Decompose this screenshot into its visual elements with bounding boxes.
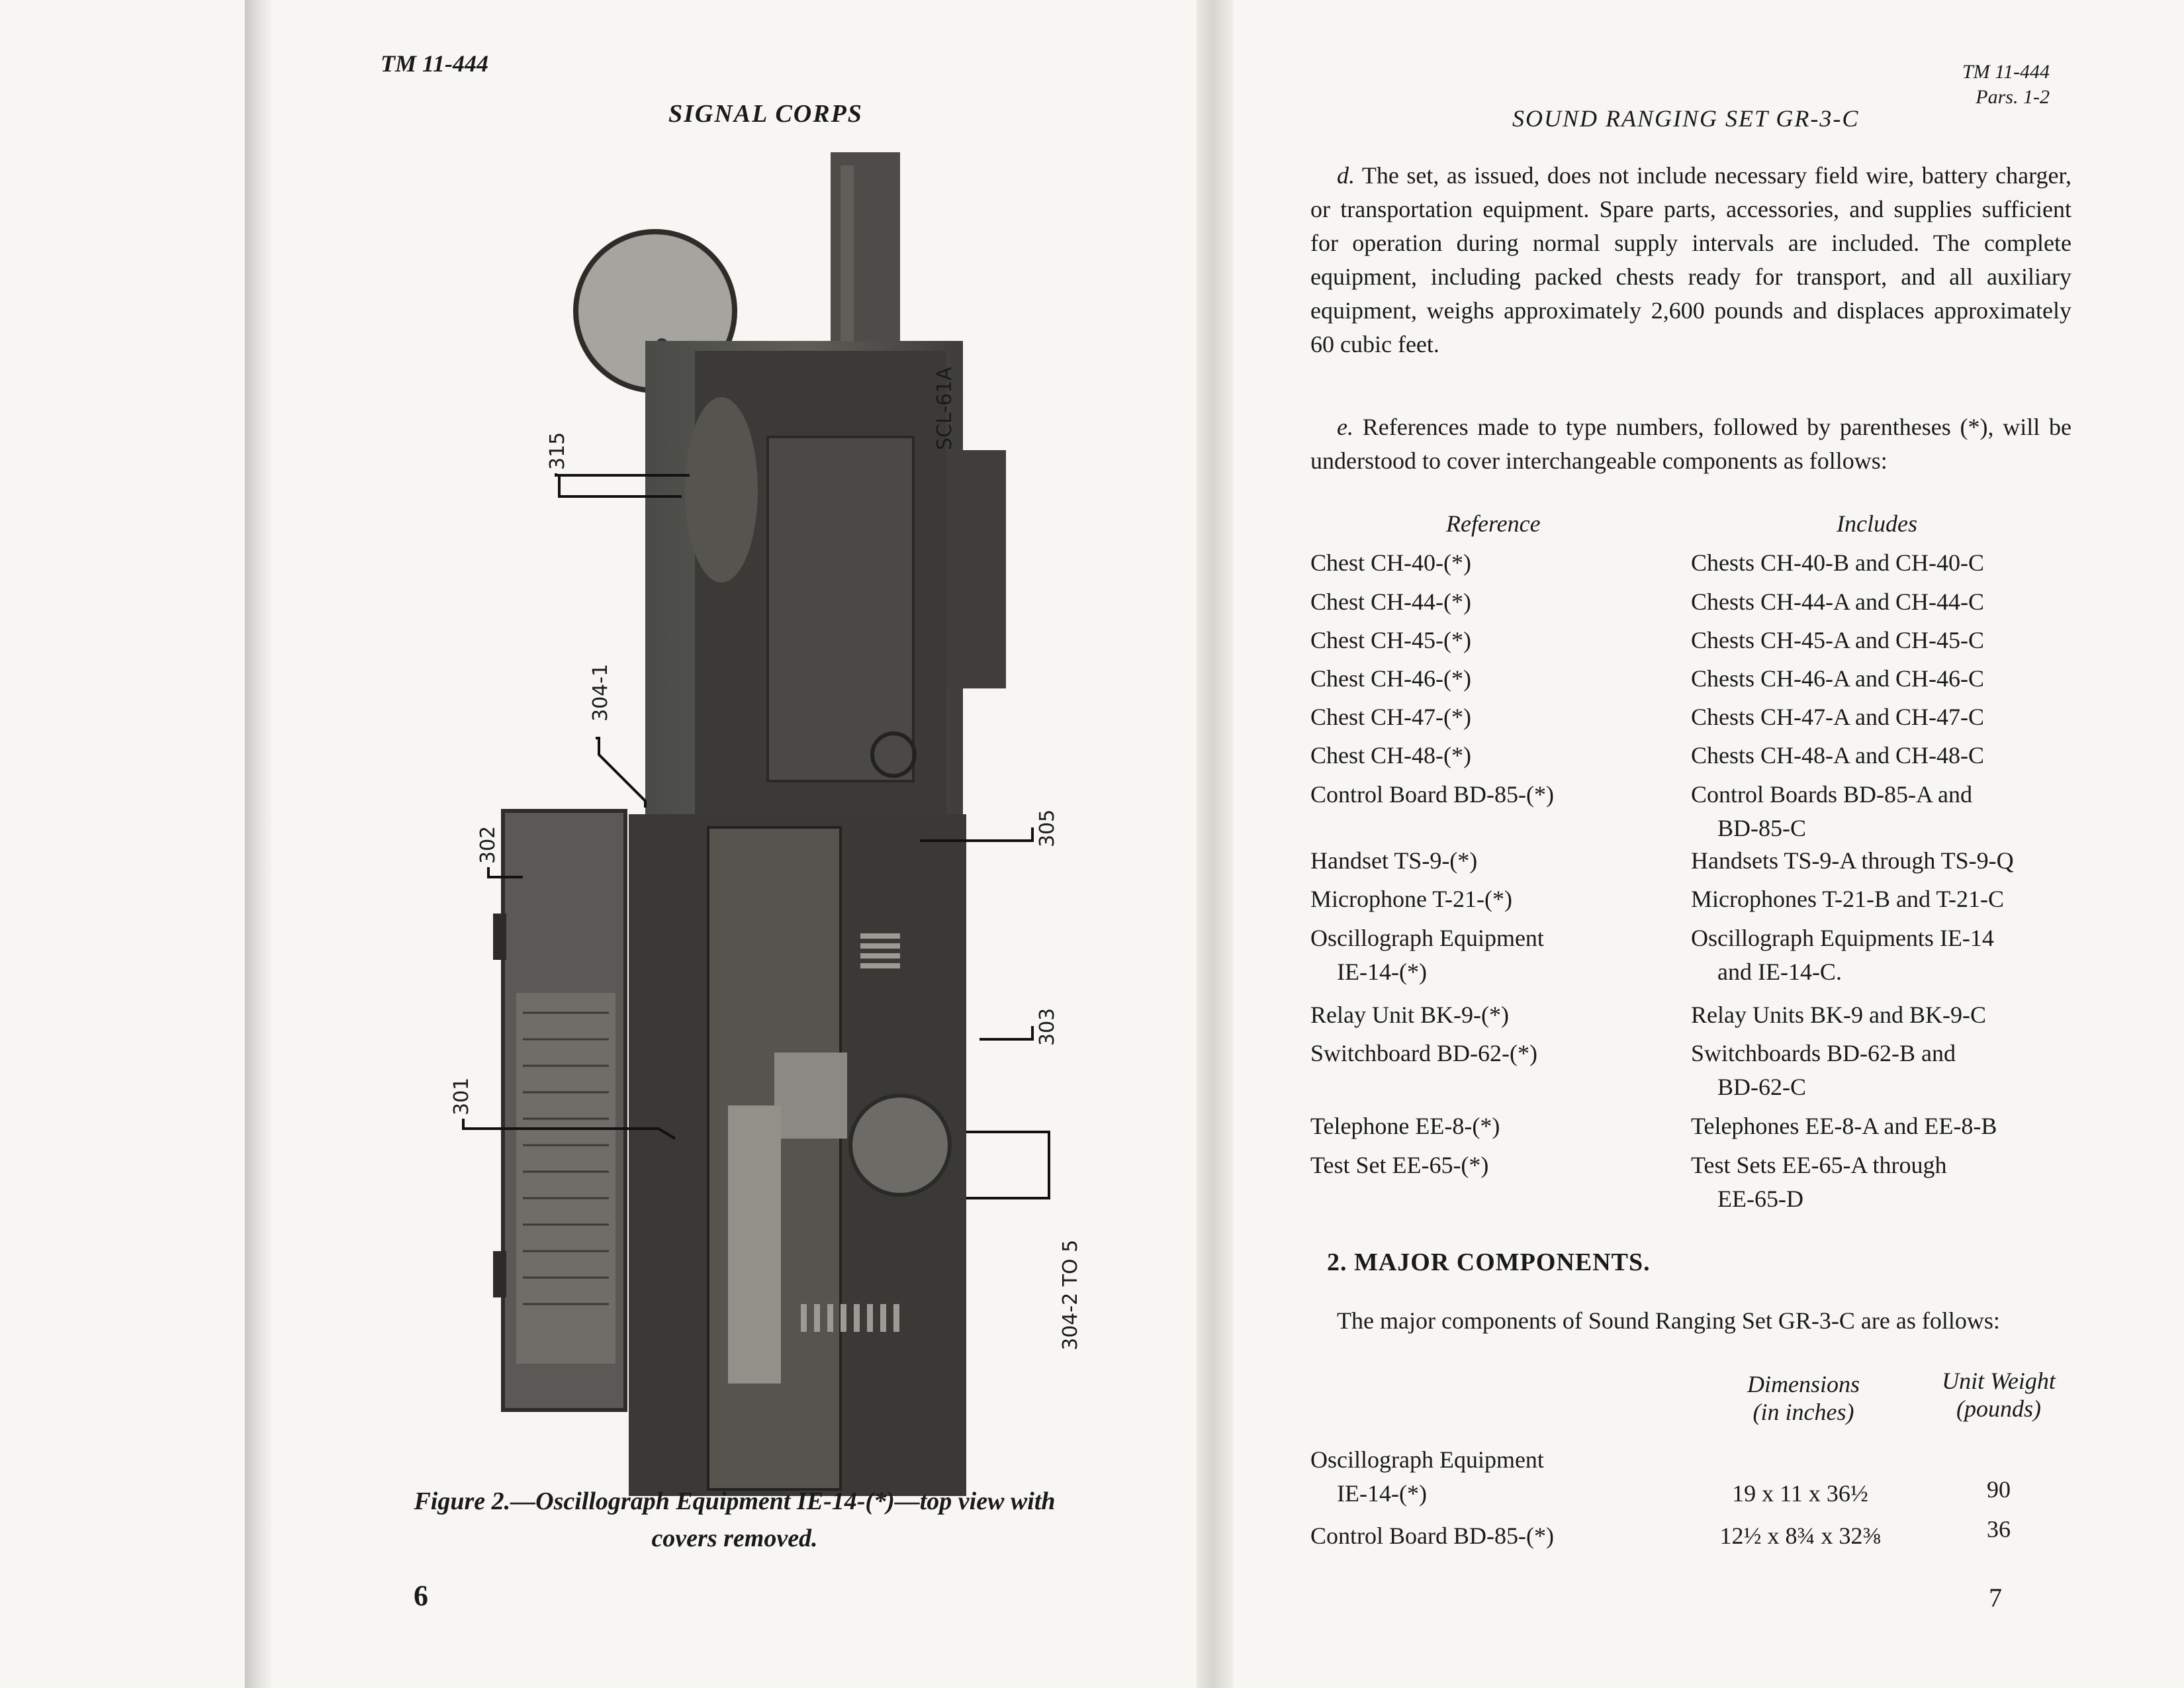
includes-cell [1691, 1109, 2088, 1143]
weight-unit: (pounds) [1956, 1395, 2041, 1422]
para-d-text: The set, as issued, does not include necessary field wire, battery charger, or transportation equipment. Spare parts, accessories, and supplies sufficient for operation during normal supply intervals are included. The complete equipment, including packed chests ready for transport, and all auxiliary equipment, weighs approximately 2,600 pounds and displaces approximately 60 cubic feet. [1310, 162, 2071, 357]
col-header-includes: Includes [1837, 510, 1917, 537]
ref-text: Microphone T-21-(*) [1310, 886, 1512, 912]
left-page-header: TM 11-444 [381, 50, 489, 77]
includes-text-cont: BD-85-C [1717, 815, 1806, 841]
ref-text: Handset TS-9-(*) [1310, 847, 1478, 874]
right-running-head: SOUND RANGING SET GR-3-C [1512, 105, 1860, 132]
paragraph-e [1310, 410, 2071, 478]
component-weight: 90 [1987, 1476, 2011, 1503]
right-header-pars: Pars. 1-2 [1976, 86, 2050, 108]
ref-cell [1310, 585, 1681, 619]
ref-cell [1310, 1037, 1681, 1070]
ref-text: Oscillograph Equipment [1310, 925, 1544, 951]
ref-text: Switchboard BD-62-(*) [1310, 1040, 1537, 1066]
book-gutter [1197, 0, 1233, 1688]
includes-text: Chests CH-45-A and CH-45-C [1691, 627, 1984, 653]
ref-text: Telephone EE-8-(*) [1310, 1113, 1500, 1139]
ref-cell [1310, 662, 1681, 696]
ref-text: Test Set EE-65-(*) [1310, 1152, 1489, 1178]
caption-line-2: covers removed. [651, 1524, 818, 1552]
includes-cell [1691, 662, 2088, 696]
para-d-label: d. [1337, 162, 1355, 189]
component-weight: 36 [1987, 1516, 2011, 1542]
right-page-number: 7 [1989, 1583, 2002, 1613]
ref-cell [1310, 700, 1681, 734]
figure-oscillograph-equipment [397, 139, 1125, 1496]
ref-cell [1310, 546, 1681, 580]
includes-cell [1691, 844, 2088, 878]
para-e-label: e. [1337, 414, 1353, 440]
component-name-cont: IE-14-(*) [1337, 1480, 1427, 1507]
ref-text: Chest CH-48-(*) [1310, 742, 1471, 769]
includes-text-cont: and IE-14-C. [1717, 959, 1842, 985]
includes-text: Chests CH-48-A and CH-48-C [1691, 742, 1984, 769]
ref-text: Control Board BD-85-(*) [1310, 781, 1554, 808]
component-name [1310, 1519, 1681, 1553]
section-2-intro-text: The major components of Sound Ranging Set GR-3-C are as follows: [1337, 1307, 2000, 1334]
ref-cell [1310, 882, 1681, 916]
callout-305: 305 [1036, 809, 1059, 847]
right-page-header [1962, 60, 2050, 110]
left-page-number: 6 [414, 1579, 428, 1612]
ref-text: Relay Unit BK-9-(*) [1310, 1002, 1509, 1028]
includes-text: Handsets TS-9-A through TS-9-Q [1691, 847, 2014, 874]
col-header-unit-weight [1919, 1367, 2078, 1423]
includes-text: Chests CH-46-A and CH-46-C [1691, 665, 1984, 692]
component-name [1310, 1443, 1681, 1511]
dimensions-label: Dimensions [1747, 1371, 1860, 1397]
right-header-tm: TM 11-444 [1962, 61, 2050, 83]
ref-cell [1310, 1149, 1681, 1182]
ref-cell [1310, 844, 1681, 878]
includes-text: Oscillograph Equipments IE-14 [1691, 925, 1994, 951]
paragraph-d [1310, 159, 2071, 361]
includes-cell [1691, 778, 2088, 845]
includes-cell [1691, 998, 2088, 1032]
includes-text: Telephones EE-8-A and EE-8-B [1691, 1113, 1997, 1139]
includes-cell [1691, 921, 2088, 989]
ref-cell [1310, 998, 1681, 1032]
includes-cell [1691, 700, 2088, 734]
scan-edge-shadow [245, 0, 271, 1688]
col-header-dimensions [1717, 1370, 1889, 1426]
component-dimensions: 19 x 11 x 36½ [1732, 1480, 1868, 1507]
includes-text: Test Sets EE-65-A through [1691, 1152, 1947, 1178]
ref-cell [1310, 778, 1681, 812]
includes-text: Chests CH-44-A and CH-44-C [1691, 588, 1984, 615]
includes-cell [1691, 1149, 2088, 1216]
callout-scl-61a: SCL-61A [933, 367, 956, 450]
ref-cell [1310, 921, 1681, 989]
component-dimensions: 12½ x 8¾ x 32⅜ [1719, 1523, 1881, 1549]
callout-302: 302 [477, 825, 500, 864]
callout-304-1: 304-1 [589, 663, 612, 722]
includes-text-cont: EE-65-D [1717, 1186, 1803, 1212]
includes-text: Chests CH-47-A and CH-47-C [1691, 704, 1984, 730]
includes-text: Chests CH-40-B and CH-40-C [1691, 549, 1984, 576]
callout-303: 303 [1036, 1008, 1059, 1046]
includes-cell [1691, 1037, 2088, 1104]
includes-text: Microphones T-21-B and T-21-C [1691, 886, 2004, 912]
section-2-intro [1310, 1304, 2071, 1338]
para-e-text: References made to type numbers, followed by parentheses (*), will be understood to cover interchangeable components as follows: [1310, 414, 2071, 474]
includes-cell [1691, 624, 2088, 657]
includes-cell [1691, 739, 2088, 773]
caption-line-1: Figure 2.—Oscillograph Equipment IE-14-(*)—top view with [414, 1487, 1056, 1515]
section-2-heading: 2. MAJOR COMPONENTS. [1327, 1248, 1651, 1276]
ref-cell [1310, 1109, 1681, 1143]
ref-text: Chest CH-46-(*) [1310, 665, 1471, 692]
includes-cell [1691, 585, 2088, 619]
dimensions-unit: (in inches) [1752, 1399, 1854, 1425]
ref-text-cont: IE-14-(*) [1337, 959, 1427, 985]
ref-text: Chest CH-44-(*) [1310, 588, 1471, 615]
col-header-reference: Reference [1446, 510, 1541, 537]
ref-cell [1310, 624, 1681, 657]
ref-text: Chest CH-40-(*) [1310, 549, 1471, 576]
callout-315: 315 [546, 432, 569, 470]
callout-301: 301 [450, 1077, 473, 1115]
includes-text: Control Boards BD-85-A and [1691, 781, 1972, 808]
weight-label: Unit Weight [1942, 1368, 2056, 1394]
includes-cell [1691, 882, 2088, 916]
ref-text: Chest CH-47-(*) [1310, 704, 1471, 730]
component-name-text: Oscillograph Equipment [1310, 1446, 1544, 1473]
includes-text: Relay Units BK-9 and BK-9-C [1691, 1002, 1986, 1028]
includes-text-cont: BD-62-C [1717, 1074, 1806, 1100]
includes-text: Switchboards BD-62-B and [1691, 1040, 1956, 1066]
left-running-head: SIGNAL CORPS [668, 100, 863, 128]
ref-text: Chest CH-45-(*) [1310, 627, 1471, 653]
ref-cell [1310, 739, 1681, 773]
component-name-text: Control Board BD-85-(*) [1310, 1523, 1554, 1549]
equipment-photo [397, 139, 1125, 1496]
includes-cell [1691, 546, 2088, 580]
callout-304-2-to-5: 304-2 TO 5 [1059, 1239, 1082, 1350]
figure-caption [377, 1483, 1092, 1557]
